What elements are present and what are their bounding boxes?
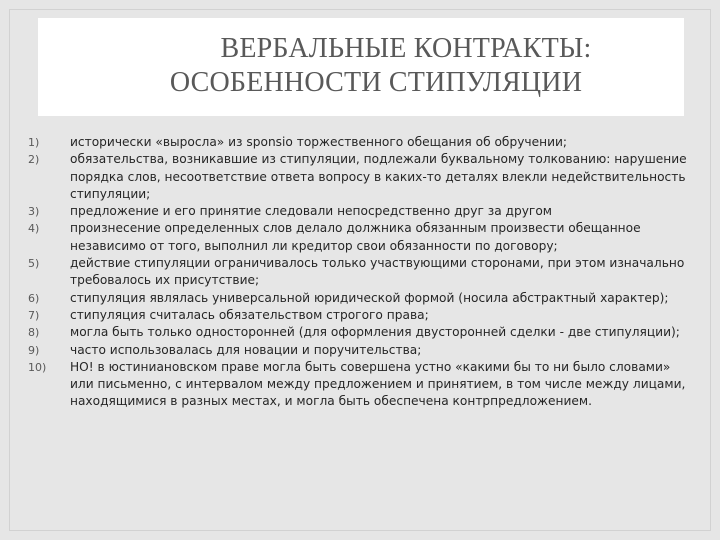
list-item-number: 3) bbox=[28, 205, 40, 219]
title-box bbox=[38, 18, 684, 116]
list-item-text: обязательства, возникавшие из стипуляции, подлежали буквальному толкованию: нарушение порядка слов, несоответствие ответа вопросу в каких-то деталях влекли недействительность стипуляции; bbox=[70, 152, 687, 201]
list-item-number: 5) bbox=[28, 257, 40, 271]
list-item-number: 1) bbox=[28, 136, 40, 149]
numbered-list bbox=[28, 134, 696, 411]
list-item-text: предложение и его принятие следовали непосредственно друг за другом bbox=[70, 204, 552, 219]
list-item-number: 9) bbox=[28, 343, 40, 357]
list-item-number: 7) bbox=[28, 308, 40, 322]
list-item-number: 4) bbox=[28, 222, 40, 236]
list-item-number: 2) bbox=[28, 153, 40, 167]
list-item-text: стипуляция являлась универсальной юридической формой (носила абстрактный характер); bbox=[70, 290, 669, 305]
list-item-text: исторически «выросла» из sponsio торжественного обещания об обручении; bbox=[70, 135, 568, 149]
list-item-number: 6) bbox=[28, 291, 40, 305]
list-item bbox=[28, 220, 696, 255]
list-item bbox=[28, 324, 696, 341]
title-line-2: ОСОБЕННОСТИ СТИПУЛЯЦИИ bbox=[169, 67, 583, 98]
list-item bbox=[28, 203, 696, 220]
list-item-text: могла быть только односторонней (для оформления двусторонней сделки - две стипуляции); bbox=[70, 325, 680, 340]
list-item-number: 8) bbox=[28, 326, 40, 340]
list-item-text: действие стипуляции ограничивалось только участвующими сторонами, при этом изначально требовалось их присутствие; bbox=[70, 256, 685, 288]
list-item-text: НО! в юстиниановском праве могла быть совершена устно «какими бы то ни было словами» или письменно, с интервалом между предложением и принятием, в том числе между лицами, находящимися в разных местах, и могла быть обеспечена контрпредложением. bbox=[70, 359, 686, 409]
list-item bbox=[28, 359, 696, 411]
list-item bbox=[28, 255, 696, 290]
list-item-number: 10) bbox=[28, 360, 47, 374]
list-item-text: произнесение определенных слов делало должника обязанным произвести обещанное независимо от того, выполнил ли кредитор свои обязанности по договору; bbox=[70, 221, 641, 253]
slide bbox=[10, 10, 710, 530]
list-item bbox=[28, 307, 696, 324]
list-item bbox=[28, 290, 696, 307]
list-item-text: стипуляция считалась обязательством строгого права; bbox=[70, 307, 429, 322]
list-item-text: часто использовалась для новации и поручительства; bbox=[70, 342, 422, 357]
list-item bbox=[28, 342, 696, 359]
title-line-1: ВЕРБАЛЬНЫЕ КОНТРАКТЫ: bbox=[220, 33, 592, 64]
list-item bbox=[28, 134, 696, 151]
list-item bbox=[28, 151, 696, 203]
slide-title bbox=[38, 32, 684, 100]
